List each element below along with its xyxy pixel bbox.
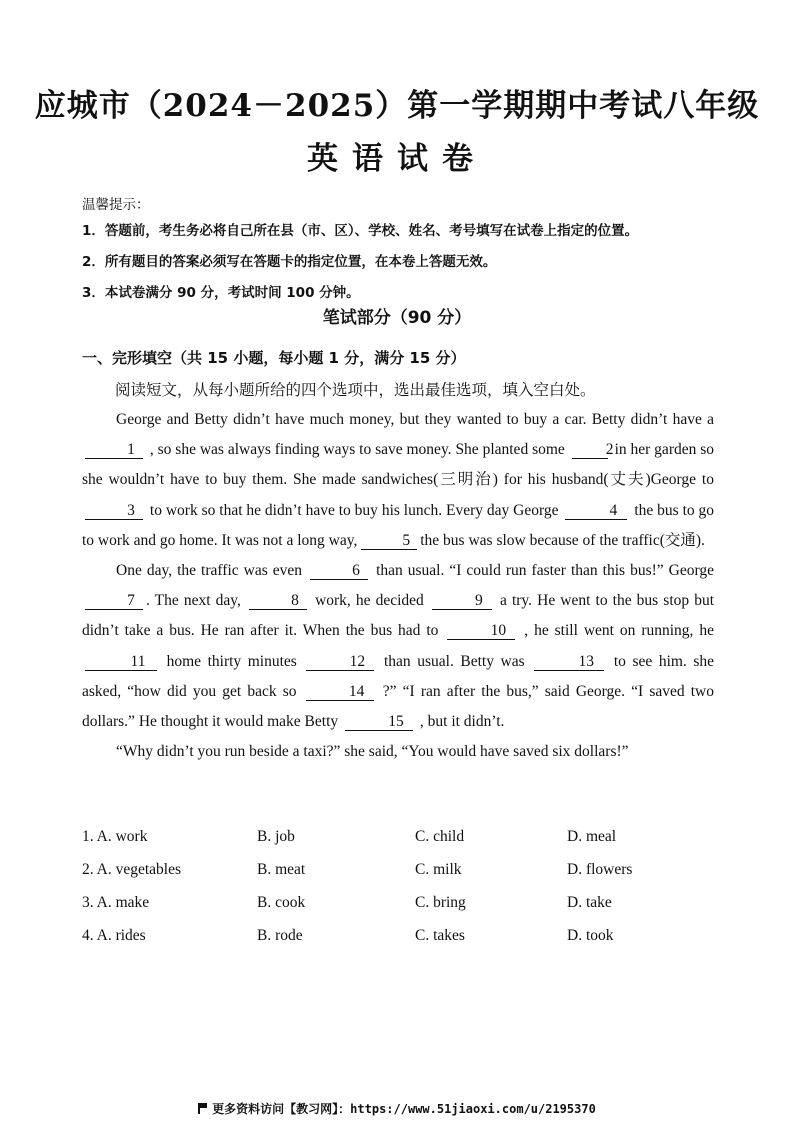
- blank-13: 13: [534, 653, 604, 671]
- blank-14: 14: [306, 683, 374, 701]
- blank-6: 6: [310, 562, 368, 580]
- passage-text: , but it didn’t.: [419, 713, 505, 731]
- option-c: C. bring: [415, 894, 466, 911]
- passage-text: home thirty minutes: [166, 652, 297, 670]
- tips-heading: 温馨提示：: [82, 197, 150, 213]
- question-row: [82, 894, 722, 927]
- blank-8: 8: [249, 592, 307, 610]
- option-a: 4. A. rides: [82, 927, 146, 944]
- blank-5: 5: [361, 532, 417, 550]
- footer-link[interactable]: [0, 1100, 794, 1117]
- passage-text: to work so that he didn’t have to buy his lunch. Every day George: [149, 501, 559, 519]
- option-b: B. job: [257, 828, 295, 845]
- passage-text: in her garden so she wouldn’t have to buy them. She made sandwiches(三明治) for his husband(丈夫)George to: [82, 441, 715, 489]
- passage-text: a try. He went to the bus stop but didn’t take a bus. He ran after it. When the bus had to: [82, 592, 715, 640]
- passage-text: , he still went on running, he: [524, 622, 714, 640]
- passage-text: than usual. “I could run faster than this bus!” George: [376, 562, 715, 580]
- blank-7: 7: [85, 592, 143, 610]
- tip-item: 3．本试卷满分 90 分，考试时间 100 分钟。: [82, 285, 360, 301]
- exam-title: 应城市（2024－2025）第一学期期中考试八年级: [34, 88, 760, 124]
- option-b: B. cook: [257, 894, 306, 911]
- tips-block: [82, 193, 638, 312]
- blank-1: 1: [85, 441, 143, 459]
- option-a: 3. A. make: [82, 894, 150, 911]
- blank-10: 10: [447, 622, 515, 640]
- option-a: 2. A. vegetables: [82, 861, 182, 878]
- passage-paragraph: “Why didn’t you run beside a taxi?” she said, “You would have saved six dollars!”: [116, 743, 629, 761]
- passage-text: to see him. she asked, “how did you get back so: [82, 652, 715, 700]
- option-d: D. took: [567, 927, 614, 944]
- option-c: C. takes: [415, 927, 465, 944]
- blank-3: 3: [85, 502, 143, 520]
- section-title: 笔试部分（90 分）: [322, 308, 472, 328]
- blank-9: 9: [432, 592, 492, 610]
- cloze-passage: [82, 405, 714, 767]
- question-row: [82, 927, 722, 960]
- blank-4: 4: [565, 502, 627, 520]
- question-row: [82, 861, 722, 894]
- option-d: D. meal: [567, 828, 617, 845]
- option-d: D. take: [567, 894, 612, 911]
- flag-icon: [198, 1103, 208, 1114]
- passage-text: ?” “I ran after the bus,” said George. “I saved two dollars.” He thought it would make Betty: [82, 682, 714, 731]
- passage-text: the bus was slow because of the traffic(交通).: [420, 531, 705, 549]
- option-b: B. rode: [257, 927, 303, 944]
- passage-paragraph: [82, 556, 714, 737]
- passage-text: George and Betty didn’t have much money, but they wanted to buy a car. Betty didn’t have a: [116, 411, 714, 428]
- blank-15: 15: [345, 713, 413, 731]
- tip-item: 2．所有题目的答案必须写在答题卡的指定位置，在本卷上答题无效。: [82, 254, 497, 270]
- tip-item: 1．答题前，考生务必将自己所在县（市、区）、学校、姓名、考号填写在试卷上指定的位置。: [82, 223, 639, 239]
- question-row: [82, 828, 722, 861]
- footer-text: 更多资料访问【教习网】：https://www.51jiaoxi.com/u/2195370: [212, 1102, 596, 1116]
- passage-text: than usual. Betty was: [383, 652, 525, 670]
- passage-paragraph: [82, 405, 714, 556]
- passage-text: . The next day,: [146, 592, 241, 610]
- option-b: B. meat: [257, 861, 306, 878]
- option-c: C. milk: [415, 861, 462, 878]
- passage-text: the bus to go to work and go home. It was not a long way,: [82, 501, 715, 549]
- part-heading: 一、完形填空（共 15 小题，每小题 1 分，满分 15 分）: [82, 349, 466, 367]
- exam-subtitle: 英语试卷: [307, 141, 487, 177]
- option-a: 1. A. work: [82, 828, 148, 845]
- blank-12: 12: [306, 653, 374, 671]
- passage-text: One day, the traffic was even: [116, 562, 303, 580]
- passage-text: , so she was always finding ways to save money. She planted some: [149, 441, 565, 459]
- options-list: [82, 828, 722, 960]
- option-d: D. flowers: [567, 861, 633, 878]
- blank-2: 2: [572, 441, 608, 459]
- option-c: C. child: [415, 828, 465, 845]
- passage-text: work, he decided: [315, 592, 424, 610]
- blank-11: 11: [85, 653, 157, 671]
- part-instruction: 阅读短文，从每小题所给的四个选项中，选出最佳选项，填入空白处。: [115, 381, 596, 399]
